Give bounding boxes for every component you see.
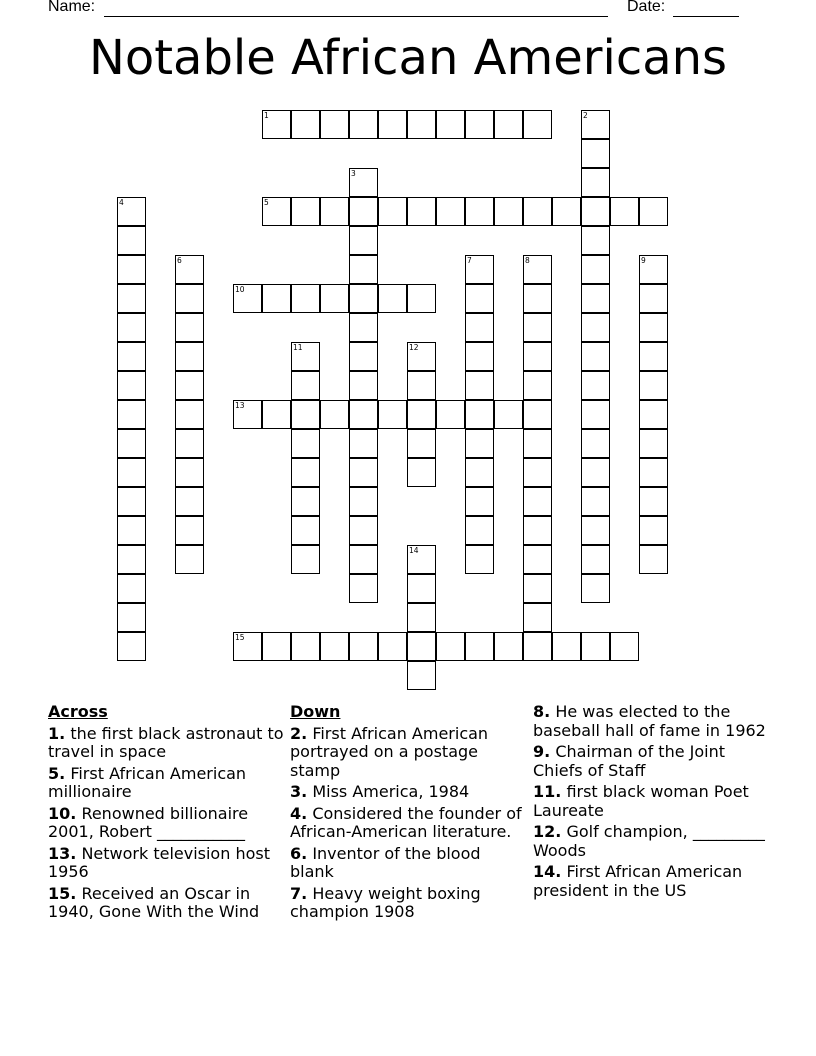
grid-cell[interactable] xyxy=(117,255,146,284)
clue-across-1 xyxy=(48,725,284,762)
grid-cell[interactable] xyxy=(117,632,146,661)
grid-cell[interactable] xyxy=(175,516,204,545)
grid-cell[interactable] xyxy=(349,255,378,284)
grid-cell[interactable] xyxy=(349,487,378,516)
grid-cell[interactable] xyxy=(581,516,610,545)
grid-cell[interactable] xyxy=(581,226,610,255)
grid-cell[interactable] xyxy=(407,400,436,429)
clue-number: 15. xyxy=(48,883,77,903)
grid-cell[interactable] xyxy=(407,342,436,371)
grid-cell[interactable] xyxy=(262,110,291,139)
grid-cell[interactable] xyxy=(494,197,523,226)
clue-number: 11. xyxy=(533,782,562,801)
cell-number: 14 xyxy=(409,546,419,555)
grid-cell[interactable] xyxy=(117,458,146,487)
cell-number: 3 xyxy=(351,169,356,178)
grid-cell[interactable] xyxy=(175,400,204,429)
grid-cell[interactable] xyxy=(465,545,494,574)
cell-number: 9 xyxy=(641,256,646,265)
grid-cell[interactable] xyxy=(349,545,378,574)
grid-cell[interactable] xyxy=(581,429,610,458)
grid-cell[interactable] xyxy=(117,342,146,371)
date-label: Date: xyxy=(627,0,666,15)
grid-cell[interactable] xyxy=(436,197,465,226)
grid-cell[interactable] xyxy=(117,516,146,545)
clue-text: first black woman Poet Laureate xyxy=(533,782,749,820)
grid-cell[interactable] xyxy=(523,516,552,545)
clue-down-11 xyxy=(533,783,769,820)
clue-number: 4. xyxy=(290,803,308,823)
grid-cell[interactable] xyxy=(407,574,436,603)
grid-cell[interactable] xyxy=(175,458,204,487)
clue-down-8 xyxy=(533,703,769,740)
grid-cell[interactable] xyxy=(117,429,146,458)
clue-down-12 xyxy=(533,823,769,860)
grid-cell[interactable] xyxy=(117,574,146,603)
cell-number: 7 xyxy=(467,256,472,265)
grid-cell[interactable] xyxy=(349,197,378,226)
grid-cell[interactable] xyxy=(639,255,668,284)
grid-cell[interactable] xyxy=(349,342,378,371)
clue-text: Considered the founder of African-American literature. xyxy=(290,803,522,841)
cell-number: 2 xyxy=(583,111,588,120)
clue-text: Inventor of the blood blank xyxy=(290,843,481,881)
grid-cell[interactable] xyxy=(291,342,320,371)
grid-cell[interactable] xyxy=(291,516,320,545)
grid-cell[interactable] xyxy=(523,255,552,284)
grid-cell[interactable] xyxy=(349,574,378,603)
grid-cell[interactable] xyxy=(378,284,407,313)
grid-cell[interactable] xyxy=(407,661,436,690)
grid-cell[interactable] xyxy=(581,284,610,313)
grid-cell[interactable] xyxy=(465,197,494,226)
cell-number: 12 xyxy=(409,343,419,352)
clue-text: Renowned billionaire 2001, Robert ___________ xyxy=(48,803,249,841)
grid-cell[interactable] xyxy=(233,632,262,661)
grid-cell[interactable] xyxy=(349,400,378,429)
clue-across-5 xyxy=(48,765,284,802)
clue-number: 7. xyxy=(290,883,308,903)
grid-cell[interactable] xyxy=(465,632,494,661)
down-heading: Down xyxy=(290,702,341,721)
grid-cell[interactable] xyxy=(465,313,494,342)
grid-cell[interactable] xyxy=(523,603,552,632)
grid-cell[interactable] xyxy=(291,632,320,661)
grid-cell[interactable] xyxy=(523,342,552,371)
grid-cell[interactable] xyxy=(407,458,436,487)
clue-number: 1. xyxy=(48,723,66,743)
grid-cell[interactable] xyxy=(349,284,378,313)
grid-cell[interactable] xyxy=(523,429,552,458)
clue-number: 2. xyxy=(290,723,308,743)
grid-cell[interactable] xyxy=(117,545,146,574)
grid-cell[interactable] xyxy=(175,429,204,458)
grid-cell[interactable] xyxy=(320,632,349,661)
grid-cell[interactable] xyxy=(581,574,610,603)
grid-cell[interactable] xyxy=(523,197,552,226)
clue-text: Miss America, 1984 xyxy=(312,782,470,801)
grid-cell[interactable] xyxy=(523,487,552,516)
grid-cell[interactable] xyxy=(465,429,494,458)
clue-text: First African American millionaire xyxy=(48,763,247,801)
grid-cell[interactable] xyxy=(175,371,204,400)
name-label: Name: xyxy=(48,0,96,15)
grid-cell[interactable] xyxy=(349,632,378,661)
grid-cell[interactable] xyxy=(436,400,465,429)
cell-number: 10 xyxy=(235,285,245,294)
clue-text: Received an Oscar in 1940, Gone With the Wind xyxy=(48,883,260,921)
grid-cell[interactable] xyxy=(175,313,204,342)
grid-cell[interactable] xyxy=(639,458,668,487)
grid-cell[interactable] xyxy=(175,545,204,574)
grid-cell[interactable] xyxy=(117,371,146,400)
clue-text: First African American portrayed on a postage stamp xyxy=(290,723,489,780)
grid-cell[interactable] xyxy=(610,632,639,661)
clue-down-4 xyxy=(290,805,522,842)
clue-text: Golf champion, _________ Woods xyxy=(533,822,765,860)
grid-cell[interactable] xyxy=(581,313,610,342)
grid-cell[interactable] xyxy=(465,487,494,516)
grid-cell[interactable] xyxy=(581,371,610,400)
grid-cell[interactable] xyxy=(639,516,668,545)
grid-cell[interactable] xyxy=(523,284,552,313)
grid-cell[interactable] xyxy=(233,400,262,429)
grid-cell[interactable] xyxy=(407,429,436,458)
grid-cell[interactable] xyxy=(117,226,146,255)
grid-cell[interactable] xyxy=(378,632,407,661)
grid-cell[interactable] xyxy=(349,371,378,400)
grid-cell[interactable] xyxy=(291,487,320,516)
grid-cell[interactable] xyxy=(349,110,378,139)
clue-down-2 xyxy=(290,725,522,781)
clue-number: 9. xyxy=(533,742,551,761)
clue-text: He was elected to the baseball hall of fame in 1962 xyxy=(533,702,766,740)
grid-cell[interactable] xyxy=(639,429,668,458)
clue-text: Chairman of the Joint Chiefs of Staff xyxy=(533,742,726,780)
grid-cell[interactable] xyxy=(581,400,610,429)
grid-cell[interactable] xyxy=(262,284,291,313)
grid-cell[interactable] xyxy=(581,458,610,487)
grid-cell[interactable] xyxy=(291,371,320,400)
grid-cell[interactable] xyxy=(117,487,146,516)
clue-number: 14. xyxy=(533,862,562,881)
cell-number: 15 xyxy=(235,633,245,642)
grid-cell[interactable] xyxy=(407,110,436,139)
clue-text: Heavy weight boxing champion 1908 xyxy=(290,883,481,921)
grid-cell[interactable] xyxy=(349,226,378,255)
clue-text: First African American president in the US xyxy=(533,862,743,900)
grid-cell[interactable] xyxy=(117,197,146,226)
puzzle-title: Notable African Americans xyxy=(88,30,728,86)
grid-cell[interactable] xyxy=(349,429,378,458)
grid-cell[interactable] xyxy=(175,284,204,313)
grid-cell[interactable] xyxy=(291,400,320,429)
clue-text: the first black astronaut to travel in space xyxy=(48,723,284,761)
grid-cell[interactable] xyxy=(465,458,494,487)
grid-cell[interactable] xyxy=(378,400,407,429)
grid-cell[interactable] xyxy=(291,284,320,313)
grid-cell[interactable] xyxy=(523,632,552,661)
grid-cell[interactable] xyxy=(581,139,610,168)
grid-cell[interactable] xyxy=(349,168,378,197)
grid-cell[interactable] xyxy=(407,603,436,632)
grid-cell[interactable] xyxy=(291,197,320,226)
grid-cell[interactable] xyxy=(117,603,146,632)
grid-cell[interactable] xyxy=(407,371,436,400)
grid-cell[interactable] xyxy=(552,197,581,226)
grid-cell[interactable] xyxy=(407,284,436,313)
grid-cell[interactable] xyxy=(378,110,407,139)
grid-cell[interactable] xyxy=(175,255,204,284)
grid-cell[interactable] xyxy=(262,197,291,226)
grid-cell[interactable] xyxy=(581,110,610,139)
clue-number: 12. xyxy=(533,822,562,841)
grid-cell[interactable] xyxy=(465,255,494,284)
grid-cell[interactable] xyxy=(175,342,204,371)
cell-number: 13 xyxy=(235,401,245,410)
grid-cell[interactable] xyxy=(581,168,610,197)
cell-number: 8 xyxy=(525,256,530,265)
grid-cell[interactable] xyxy=(320,197,349,226)
grid-cell[interactable] xyxy=(581,487,610,516)
grid-cell[interactable] xyxy=(581,545,610,574)
cell-number: 1 xyxy=(264,111,269,120)
grid-cell[interactable] xyxy=(465,284,494,313)
clue-down-6 xyxy=(290,845,522,882)
grid-cell[interactable] xyxy=(523,574,552,603)
clue-down-9 xyxy=(533,743,769,780)
grid-cell[interactable] xyxy=(117,284,146,313)
down-clues-continued xyxy=(533,703,769,903)
grid-cell[interactable] xyxy=(523,313,552,342)
cell-number: 4 xyxy=(119,198,124,207)
grid-cell[interactable] xyxy=(639,400,668,429)
grid-cell[interactable] xyxy=(465,371,494,400)
grid-cell[interactable] xyxy=(610,197,639,226)
clue-across-13 xyxy=(48,845,284,882)
down-clues xyxy=(290,703,522,925)
grid-cell[interactable] xyxy=(494,400,523,429)
grid-cell[interactable] xyxy=(639,371,668,400)
grid-cell[interactable] xyxy=(639,284,668,313)
grid-cell[interactable] xyxy=(523,545,552,574)
grid-cell[interactable] xyxy=(465,110,494,139)
grid-cell[interactable] xyxy=(407,632,436,661)
grid-cell[interactable] xyxy=(320,400,349,429)
grid-cell[interactable] xyxy=(639,197,668,226)
grid-cell[interactable] xyxy=(465,516,494,545)
grid-cell[interactable] xyxy=(639,487,668,516)
clue-number: 6. xyxy=(290,843,308,863)
across-heading: Across xyxy=(48,702,108,721)
grid-cell[interactable] xyxy=(436,110,465,139)
grid-cell[interactable] xyxy=(465,342,494,371)
grid-cell[interactable] xyxy=(349,458,378,487)
grid-cell[interactable] xyxy=(320,110,349,139)
clue-down-14 xyxy=(533,863,769,900)
grid-cell[interactable] xyxy=(523,400,552,429)
clue-down-7 xyxy=(290,885,522,922)
grid-cell[interactable] xyxy=(436,632,465,661)
grid-cell[interactable] xyxy=(378,197,407,226)
grid-cell[interactable] xyxy=(494,110,523,139)
grid-cell[interactable] xyxy=(349,516,378,545)
grid-cell[interactable] xyxy=(639,313,668,342)
grid-cell[interactable] xyxy=(262,400,291,429)
clue-down-3 xyxy=(290,783,522,802)
grid-cell[interactable] xyxy=(581,342,610,371)
clue-number: 3. xyxy=(290,782,308,801)
grid-cell[interactable] xyxy=(523,458,552,487)
grid-cell[interactable] xyxy=(639,545,668,574)
clue-number: 5. xyxy=(48,763,66,783)
grid-cell[interactable] xyxy=(494,632,523,661)
grid-cell[interactable] xyxy=(581,197,610,226)
clue-text: Network television host 1956 xyxy=(48,843,270,881)
cell-number: 11 xyxy=(293,343,303,352)
across-clues xyxy=(48,703,284,925)
grid-cell[interactable] xyxy=(581,632,610,661)
clue-across-15 xyxy=(48,885,284,922)
cell-number: 6 xyxy=(177,256,182,265)
grid-cell[interactable] xyxy=(291,110,320,139)
grid-cell[interactable] xyxy=(407,197,436,226)
grid-cell[interactable] xyxy=(320,284,349,313)
clue-number: 13. xyxy=(48,843,77,863)
grid-cell[interactable] xyxy=(117,400,146,429)
grid-cell[interactable] xyxy=(465,400,494,429)
grid-cell[interactable] xyxy=(175,487,204,516)
grid-cell[interactable] xyxy=(349,313,378,342)
grid-cell[interactable] xyxy=(291,429,320,458)
clue-number: 10. xyxy=(48,803,77,823)
grid-cell[interactable] xyxy=(407,545,436,574)
grid-cell[interactable] xyxy=(291,458,320,487)
clue-across-10 xyxy=(48,805,284,842)
cell-number: 5 xyxy=(264,198,269,207)
grid-cell[interactable] xyxy=(291,545,320,574)
grid-cell[interactable] xyxy=(523,371,552,400)
grid-cell[interactable] xyxy=(523,110,552,139)
grid-cell[interactable] xyxy=(233,284,262,313)
clue-number: 8. xyxy=(533,702,551,721)
grid-cell[interactable] xyxy=(262,632,291,661)
grid-cell[interactable] xyxy=(552,632,581,661)
grid-cell[interactable] xyxy=(639,342,668,371)
grid-cell[interactable] xyxy=(117,313,146,342)
grid-cell[interactable] xyxy=(581,255,610,284)
